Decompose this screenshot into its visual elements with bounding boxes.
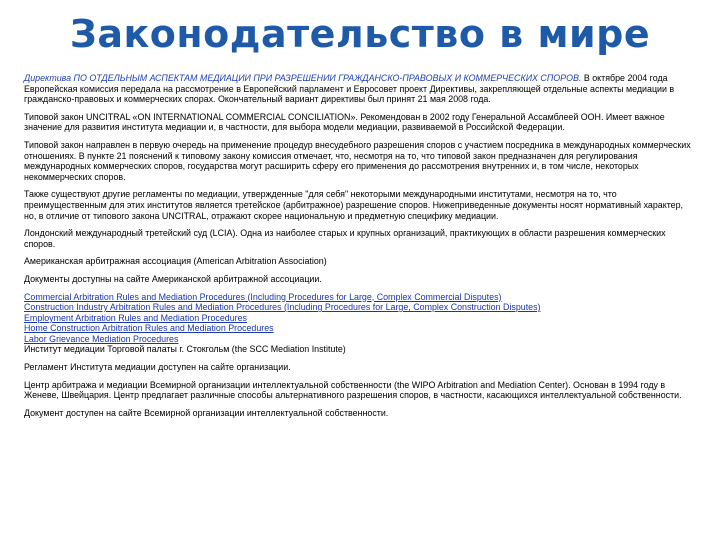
eu-directive-link[interactable]: Директива ПО ОТДЕЛЬНЫМ АСПЕКТАМ МЕДИАЦИИ ПРИ РАЗРЕШЕНИИ ГРАЖДАНСКО-ПРАВОВЫХ И КОММЕРЧЕСКИХ СПОРОВ.: [24, 73, 582, 83]
eu-directive-text: В октябре 2004 года Европейская комиссия передала на рассмотрение в Европейский парламент и Евросовет проект Директивы, закрепляющей отдельные аспекты медиации в гражданско-правовых и коммерческих спорах. Окончательный вариант директивы был принят 21 мая 2008 года.: [24, 73, 675, 105]
paragraph-uncitral: Типовой закон UNCITRAL «ON INTERNATIONAL COMMERCIAL CONCILIATION». Рекомендован в 2002 году Генеральной Ассамблеей ООН. Имеет важное значение для развития института медиации и, в частности, для выбора модели медиации, развиваемой в Российской Федерации.: [24, 111, 665, 133]
link-construction-rules[interactable]: Construction Industry Arbitration Rules and Mediation Procedures (Including Procedures for Large, Complex Construction Disputes): [24, 302, 541, 313]
paragraph-aaa-docs: Документы доступны на сайте Американской арбитражной ассоциации.: [24, 273, 322, 284]
slide-content: [24, 73, 696, 425]
link-labor-grievance[interactable]: Labor Grievance Mediation Procedures: [24, 333, 179, 344]
link-employment-rules[interactable]: Employment Arbitration Rules and Mediation Procedures: [24, 312, 247, 323]
aaa-document-links: [24, 292, 696, 356]
paragraph-wipo-docs: Документ доступен на сайте Всемирной организации интеллектуальной собственности.: [24, 407, 389, 418]
paragraph-aaa: Американская арбитражная ассоциация (American Arbitration Association): [24, 256, 327, 267]
slide-title: Законодательство в мире: [69, 12, 651, 56]
link-home-construction-rules[interactable]: Home Construction Arbitration Rules and Mediation Procedures: [24, 323, 274, 334]
link-commercial-rules[interactable]: Commercial Arbitration Rules and Mediation Procedures (Including Procedures for Large, Complex Commercial Disputes): [24, 291, 502, 302]
paragraph-lcia: Лондонский международный третейский суд (LCIA). Одна из наиболее старых и крупных организаций, практикующих в области разрешения коммерческих споров.: [24, 228, 666, 249]
paragraph-model-law: Типовой закон направлен в первую очередь на применение процедур внесудебного разрешения споров с участием посредника в международных коммерческих отношениях. В пункте 21 пояснений к типовому закону комиссия отмечает, что, несмотря на то, что типовой закон предназначен для регулирования международных коммерческих споров, государства могут расширить сферу его применения до рассмотрения внутренних и, в том числе, некоторых некоммерческих споров.: [24, 139, 691, 182]
paragraph-eu-directive: [24, 73, 696, 105]
paragraph-other-rules: Также существуют другие регламенты по медиации, утвержденные "для себя" некоторыми международными институтами, несмотря на то, что преимущественным для этих институтов является третейское (арбитражное) разрешение споров. Нижеприведенные документы носят нормативный характер, но, в отличие от типового закона UNCITRAL, отражают скорее национальную и предметную специфику медиации.: [24, 189, 684, 221]
paragraph-scc: Институт медиации Торговой палаты г. Стокгольм (the SCC Mediation Institute): [24, 344, 346, 355]
paragraph-wipo: Центр арбитража и медиации Всемирной организации интеллектуальной собственности (the WIPO Arbitration and Mediation Center). Основан в 1994 году в Женеве, Швейцария. Центр предлагает различные способы альтернативного разрешения споров, в частности, касающихся интеллектуальной собственности.: [24, 379, 682, 401]
paragraph-scc-rules: Регламент Института медиации доступен на сайте организации.: [24, 362, 291, 373]
